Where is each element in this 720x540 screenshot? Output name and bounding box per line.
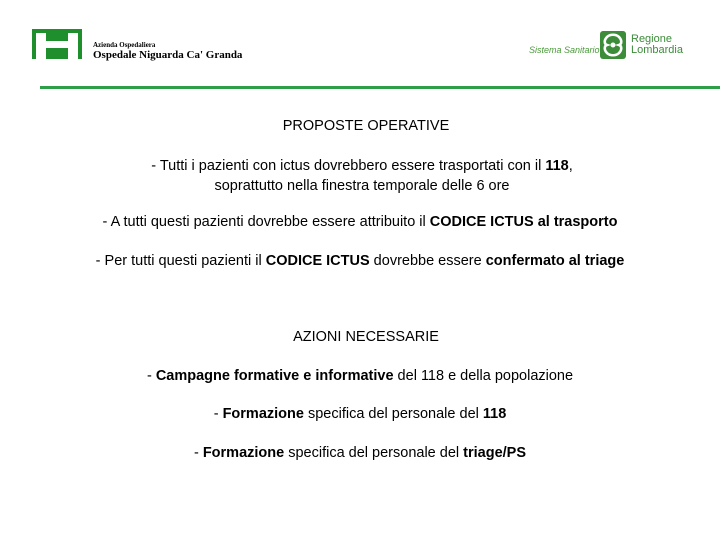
regione-lombardia-text (631, 34, 683, 56)
region-line2: Lombardia (631, 44, 683, 56)
sistema-sanitario-label: Sistema Sanitario (529, 45, 600, 55)
azione-item-2: - Formazione specifica del personale del 118 (213, 406, 507, 422)
slide-header (0, 0, 720, 90)
proposta-item-3: - Per tutti questi pazienti il CODICE ICTUS dovrebbe essere confermato al triage (95, 253, 625, 269)
niguarda-logo-icon (28, 29, 86, 59)
proposta-item-2: - A tutti questi pazienti dovrebbe essere attribuito il CODICE ICTUS al trasporto (102, 214, 618, 230)
section-title-azioni: AZIONI NECESSARIE (293, 329, 439, 345)
azione-item-1: - Campagne formative e informative del 118 e della popolazione (146, 368, 574, 384)
section-title-proposte: PROPOSTE OPERATIVE (282, 118, 450, 134)
hospital-name: Ospedale Niguarda Ca' Granda (93, 49, 243, 61)
azione-item-3: - Formazione specifica del personale del triage/PS (193, 445, 527, 461)
regione-lombardia-rose-icon (600, 31, 626, 59)
region-line1: Regione (631, 33, 672, 45)
hospital-sub: Azienda Ospedaliera (93, 41, 156, 49)
proposta-item-1: - Tutti i pazienti con ictus dovrebbero essere trasportati con il 118, soprattutto nella finestra temporale delle 6 ore (151, 158, 573, 194)
hospital-logo-text (93, 41, 242, 62)
header-divider (40, 86, 720, 89)
